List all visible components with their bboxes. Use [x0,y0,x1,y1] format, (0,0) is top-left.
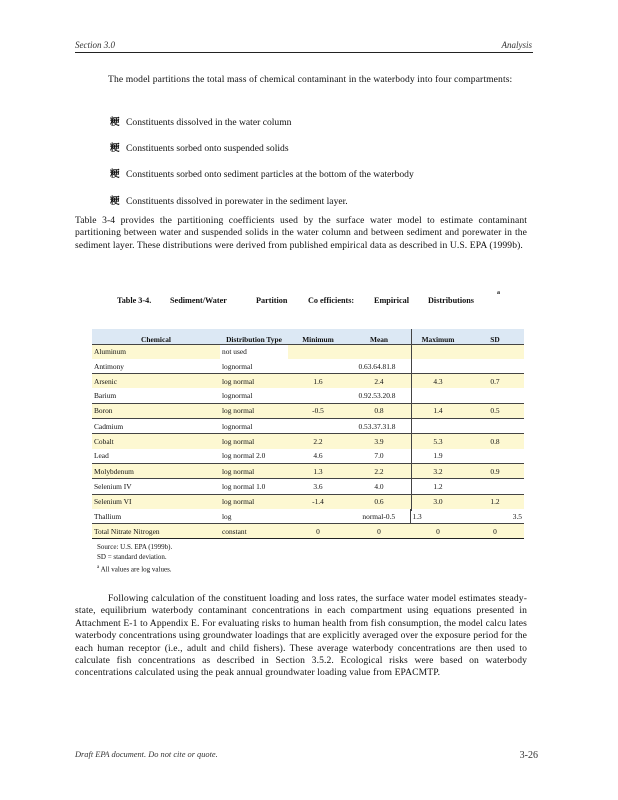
table-row [92,374,524,389]
cell-chemical: Boron [92,403,220,418]
table-bottom-rule [92,538,524,539]
cell-type: log normal [220,494,288,509]
cell-mean: 0.53.37.31.8 [288,419,466,434]
table-header-row [92,315,524,329]
footer-disclaimer: Draft EPA document. Do not cite or quote. [75,750,218,759]
note-text: All values are log values. [100,565,172,574]
cell-mean: 3.9 [348,434,410,449]
bullet-text: Constituents sorbed onto sediment particles at the bottom of the waterbody [126,169,414,180]
cell-type: lognormal [220,419,288,434]
cell-chemical: Selenium VI [92,494,220,509]
cell-min: 3.6 [288,479,348,494]
cell-max: 3.0 [410,494,466,509]
table-note-source: Source: U.S. EPA (1999b). [97,543,173,551]
bullet-icon: 粳 [110,117,120,128]
cell-max: 4.3 [410,374,466,389]
cell-mean: 7.0 [374,451,384,461]
cell-type: log [222,511,232,521]
cell-type: lognormal [222,391,253,401]
column-header-distribution-top [220,315,288,329]
note-marker: a [97,565,100,570]
cell-chemical: Antimony [94,361,124,371]
cell-min: -0.5 [288,403,348,418]
cell-min: 0 [288,524,348,539]
header-section: Section 3.0 [75,40,115,50]
cell-min [288,344,348,359]
table-row [92,463,524,478]
table-caption-superscript: a [497,290,500,296]
cell-max: 1.4 [410,403,466,418]
cell-type: log normal 2.0 [222,451,266,461]
column-header-mean: Mean [348,329,410,344]
header-rule [75,52,533,53]
table-row [92,494,524,509]
bullet-icon: 粳 [110,169,120,180]
column-header-spacer [92,315,220,329]
cell-chemical: Cadmium [92,419,220,434]
table-caption-part: Empirical [374,296,410,305]
cell-sd [466,359,524,374]
header-title: Analysis [501,40,532,50]
bullet-item [110,166,414,180]
table-row [92,434,524,449]
cell-min [288,509,348,524]
cell-min: 2.2 [288,434,348,449]
table-column-divider [411,329,412,511]
cell-mean: 0.6 [348,494,410,509]
cell-sd [466,388,524,403]
cell-max: 1.9 [433,451,443,461]
table-row [92,479,524,494]
cell-chemical: Barium [94,391,117,401]
cell-mean: 0.8 [348,403,410,418]
cell-chemical: Thallium [94,511,122,521]
cell-sd [466,344,524,359]
cell-mean: 0.63.64.81.8 [358,361,396,371]
table-row [92,524,524,539]
cell-type: log normal 1.0 [220,479,288,494]
cell-min: 1.6 [288,374,348,389]
table-caption-part: Sediment/Water [170,296,227,305]
cell-chemical: Total Nitrate Nitrogen [92,524,220,539]
table-note-sd: SD = standard deviation. [97,553,167,561]
table-caption-part: Partition [256,296,288,305]
bullet-icon: 粳 [110,196,120,207]
cell-type: log normal [220,403,288,418]
partition-coefficients-table [92,315,524,538]
table-row [92,509,524,524]
column-header-spacer [288,315,524,329]
cell-max: 5.3 [410,434,466,449]
cell-mean: 4.0 [348,479,410,494]
table-row [92,403,524,418]
bullet-icon: 粳 [110,143,120,154]
cell-type: not used [220,344,288,359]
table-row [92,344,524,359]
bullet-item [110,193,348,207]
table-row [92,388,524,403]
table-note-log [97,563,172,574]
cell-chemical: Cobalt [92,434,220,449]
cell-sd [466,479,524,494]
cell-max: 1.2 [410,479,466,494]
bullet-text: Constituents dissolved in the water column [126,117,292,128]
cell-sd: 3.5 [512,511,522,521]
cell-chemical: Molybdenum [92,463,220,478]
cell-min: 1.3 [288,463,348,478]
cell-sd: 0.8 [466,434,524,449]
cell-mean [348,344,410,359]
cell-min: -1.4 [288,494,348,509]
bullet-item [110,114,291,128]
partitioning-paragraph: Table 3-4 provides the partitioning coefficients used by the surface water model to estimate contaminant partitioning between water and suspended solids in the water column and between sediment and porewater in the sediment layer. These distributions were derived from published empirical data as described in U.S. EPA (1999b). [75,215,527,251]
cell-sd: 0.7 [466,374,524,389]
cell-max: 1.3 [410,509,466,524]
column-header-distribution-type: Distribution Type [220,329,288,344]
calculation-paragraph: Following calculation of the constituent loading and loss rates, the surface water model estimates steady-state, equilibrium waterbody contaminant concentrations in each compartment using equations presented in Attachment E-1 to Appendix E. For evaluating risks to human health from fish consumption, the model calcu lates waterbody concentrations using groundwater loadings that are explicitly averaged over the exposure period for the each human receptor (i.e., adult and child fishers). These average waterbody concentrations are then used to calculate fish concentrations as described in Section 3.5.2. Ecological risks were based on waterbody concentrations calculated using the peak annual groundwater loading value from EPACMTP. [75,593,527,679]
bullet-text: Constituents sorbed onto suspended solids [126,143,289,154]
cell-chemical: Lead [94,451,109,461]
cell-chemical: Arsenic [92,374,220,389]
table-caption-part: Co efficients: [308,296,355,305]
cell-type: log normal [220,463,288,478]
cell-chemical: Selenium IV [92,479,220,494]
cell-chemical: Aluminum [92,344,220,359]
cell-type: log normal [220,434,288,449]
table-caption-label: Table 3-4. [117,296,152,305]
cell-sd: 0 [466,524,524,539]
cell-type: log normal [220,374,288,389]
cell-sd [466,449,524,464]
cell-min: 4.6 [313,451,323,461]
column-header-chemical: Chemical [92,329,220,344]
column-header-minimum: Minimum [288,329,348,344]
table-header-row [92,329,524,344]
bullet-text: Constituents dissolved in porewater in the sediment layer. [126,196,348,207]
cell-mean: 0.92.53.20.8 [358,391,396,401]
cell-mean: normal-0.5 [362,511,396,521]
cell-type: lognormal [222,361,253,371]
table-caption-part: Distributions [428,296,474,305]
cell-mean: 2.2 [348,463,410,478]
table-row [92,419,524,434]
cell-mean: 0 [348,524,410,539]
column-header-sd: SD [466,329,524,344]
cell-max: 3.2 [410,463,466,478]
intro-paragraph: The model partitions the total mass of chemical contaminant in the waterbody into four compartments: [108,74,513,85]
bullet-item [110,140,289,154]
cell-sd [466,419,524,434]
column-header-maximum: Maximum [410,329,466,344]
cell-max: 0 [410,524,466,539]
cell-type: constant [220,524,288,539]
cell-sd: 1.2 [466,494,524,509]
table-row [92,359,524,374]
cell-sd: 0.9 [466,463,524,478]
cell-sd: 0.5 [466,403,524,418]
cell-mean: 2.4 [348,374,410,389]
table-row [92,449,524,464]
cell-max [410,344,466,359]
page-number: 3-26 [519,750,538,761]
